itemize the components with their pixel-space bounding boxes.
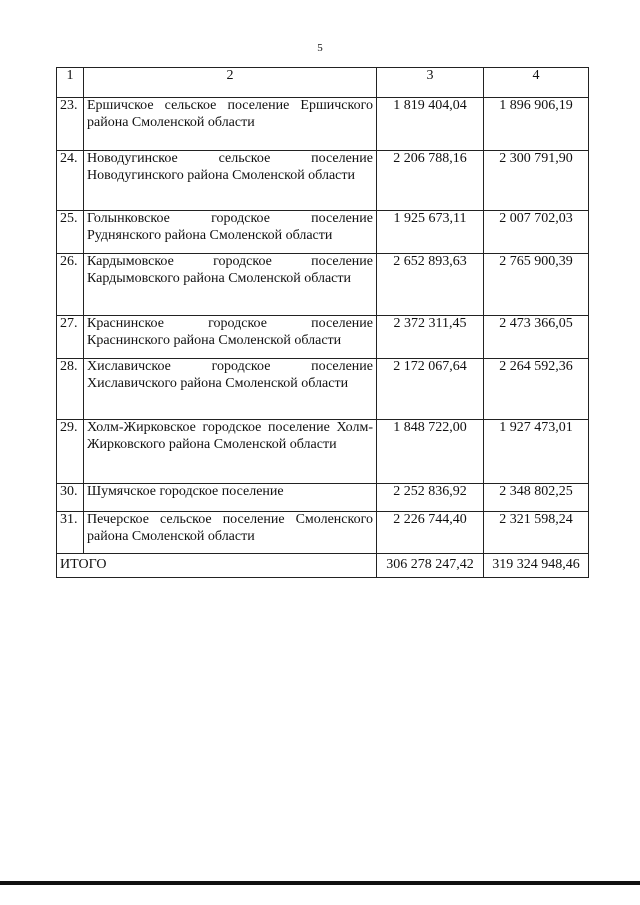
column-header-3: 3 (377, 68, 484, 98)
row-number: 25. (57, 211, 84, 254)
settlement-name: Голынковское городское поселение Руднянского района Смоленской области (84, 211, 377, 254)
column-header-1: 1 (57, 68, 84, 98)
settlement-name: Холм-Жирковское городское поселение Холм-Жирковского района Смоленской области (84, 420, 377, 484)
table-row (57, 98, 589, 151)
bottom-scan-border (0, 881, 640, 885)
value-col-4: 2 765 900,39 (484, 254, 589, 316)
value-col-4: 2 348 802,25 (484, 484, 589, 512)
table-row (57, 211, 589, 254)
table-row (57, 359, 589, 420)
table-row (57, 254, 589, 316)
value-col-3: 1 925 673,11 (377, 211, 484, 254)
total-label: ИТОГО (57, 554, 377, 578)
settlement-name: Новодугинское сельское поселение Новодугинского района Смоленской области (84, 151, 377, 211)
value-col-3: 2 206 788,16 (377, 151, 484, 211)
settlement-name: Хиславичское городское поселение Хиславичского района Смоленской области (84, 359, 377, 420)
value-col-3: 1 819 404,04 (377, 98, 484, 151)
settlement-name: Краснинское городское поселение Краснинского района Смоленской области (84, 316, 377, 359)
value-col-3: 2 226 744,40 (377, 512, 484, 554)
row-number: 24. (57, 151, 84, 211)
value-col-3: 1 848 722,00 (377, 420, 484, 484)
total-value-col-3: 306 278 247,42 (377, 554, 484, 578)
settlement-name: Кардымовское городское поселение Кардымовского района Смоленской области (84, 254, 377, 316)
column-header-4: 4 (484, 68, 589, 98)
table-row (57, 151, 589, 211)
value-col-3: 2 372 311,45 (377, 316, 484, 359)
row-number: 23. (57, 98, 84, 151)
value-col-4: 1 927 473,01 (484, 420, 589, 484)
value-col-3: 2 652 893,63 (377, 254, 484, 316)
row-number: 27. (57, 316, 84, 359)
value-col-4: 2 264 592,36 (484, 359, 589, 420)
page-number: 5 (317, 42, 323, 54)
row-number: 30. (57, 484, 84, 512)
value-col-4: 2 321 598,24 (484, 512, 589, 554)
row-number: 29. (57, 420, 84, 484)
table-row (57, 484, 589, 512)
table-header-row (57, 68, 589, 98)
row-number: 28. (57, 359, 84, 420)
settlement-name: Шумячское городское поселение (84, 484, 377, 512)
settlement-name: Ершичское сельское поселение Ершичского района Смоленской области (84, 98, 377, 151)
allocation-table (56, 67, 589, 578)
table-row (57, 316, 589, 359)
row-number: 26. (57, 254, 84, 316)
value-col-3: 2 172 067,64 (377, 359, 484, 420)
table-row (57, 420, 589, 484)
value-col-4: 2 300 791,90 (484, 151, 589, 211)
row-number: 31. (57, 512, 84, 554)
value-col-4: 1 896 906,19 (484, 98, 589, 151)
table-row (57, 512, 589, 554)
value-col-4: 2 473 366,05 (484, 316, 589, 359)
value-col-3: 2 252 836,92 (377, 484, 484, 512)
total-row (57, 554, 589, 578)
column-header-2: 2 (84, 68, 377, 98)
settlement-name: Печерское сельское поселение Смоленского района Смоленской области (84, 512, 377, 554)
value-col-4: 2 007 702,03 (484, 211, 589, 254)
total-value-col-4: 319 324 948,46 (484, 554, 589, 578)
